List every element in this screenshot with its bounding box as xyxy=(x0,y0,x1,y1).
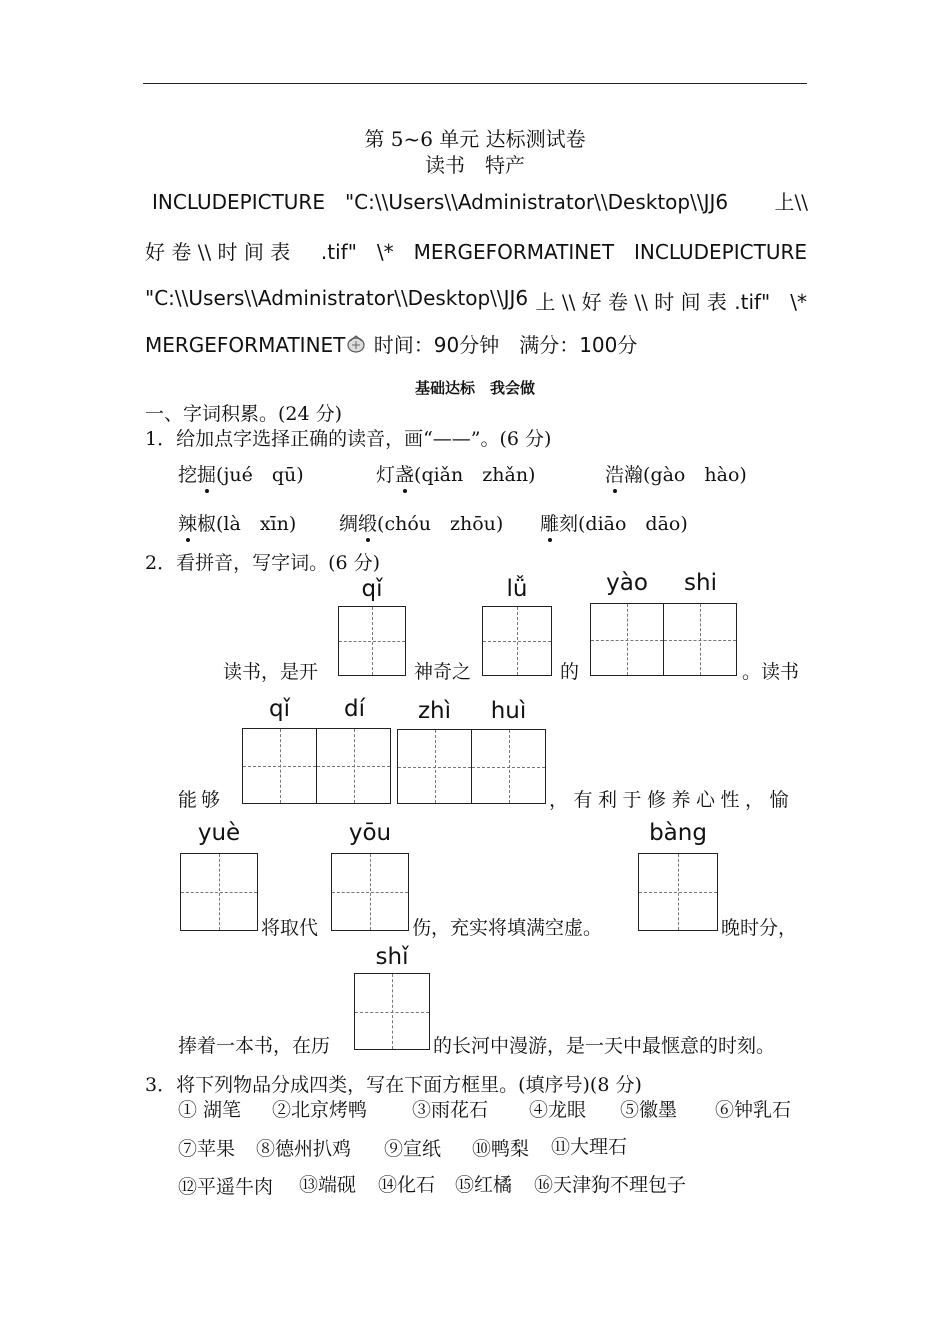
q2-text-3: 的 xyxy=(560,661,580,683)
fieldcode-line-3: "C:\\Users\\Administrator\\Desktop\\JJ6 上 \\ 好 卷 \\ 时 间 表 .tif" \* xyxy=(145,286,807,314)
write-box[interactable] xyxy=(482,606,552,676)
q3-item: ⑦苹果 xyxy=(178,1138,236,1160)
page-subtitle: 读书 特产 xyxy=(425,153,525,177)
pinyin-di: dí xyxy=(344,696,365,722)
q2-text-9: 晚时分， xyxy=(721,917,798,939)
pinyin-qi: qǐ xyxy=(361,576,383,602)
q3-item: ⑩鸭梨 xyxy=(472,1138,530,1160)
write-box[interactable] xyxy=(338,606,406,676)
q2-text-10: 捧着一本书，在历 xyxy=(178,1035,331,1057)
write-box[interactable] xyxy=(180,853,258,931)
q2-text-1: 读书，是开 xyxy=(223,661,319,683)
fieldcode-line-2: 好 卷 \\ 时 间 表 .tif" \* MERGEFORMATINET INCLUDEPICTURE xyxy=(145,240,807,264)
q1-item-1: 挖掘(jué qū) xyxy=(178,460,304,487)
q3-item: ⑧德州扒鸡 xyxy=(256,1138,352,1160)
q3-item: ⑥钟乳石 xyxy=(715,1099,792,1121)
clock-picture-icon xyxy=(345,333,367,355)
q1-item-4: 辣椒(là xīn) xyxy=(178,509,296,536)
q3-item: ⑭化石 xyxy=(378,1174,436,1196)
q3-stem: 3．将下列物品分成四类，写在下面方框里。(填序号)(8 分) xyxy=(145,1074,642,1096)
q1-item-6: 雕刻(diāo dāo) xyxy=(540,509,688,536)
q2-text-2: 神奇之 xyxy=(414,661,472,683)
write-box[interactable] xyxy=(638,853,718,931)
q2-text-5: 能够 xyxy=(178,789,225,811)
q2-text-6: ，有利于修养心性，愉 xyxy=(549,789,795,811)
write-box[interactable] xyxy=(316,728,391,804)
write-box[interactable] xyxy=(397,729,472,804)
q2-text-8: 伤，充实将填满空虚。 xyxy=(412,917,603,939)
pinyin-lu: lǚ xyxy=(506,576,528,602)
pinyin-zhi: zhì xyxy=(417,698,452,724)
write-box[interactable] xyxy=(663,603,737,676)
q3-item: ⑬端砚 xyxy=(299,1174,357,1196)
pinyin-qi2: qǐ xyxy=(269,696,290,722)
write-box[interactable] xyxy=(590,603,664,676)
q3-item: ⑫平遥牛肉 xyxy=(178,1176,274,1198)
q3-item: ① 湖笔 xyxy=(178,1099,242,1121)
fieldcode-line-1: INCLUDEPICTURE "C:\\Users\\Administrator\\Desktop\\JJ6 上\\ xyxy=(152,190,808,214)
q1-item-2: 灯盏(qiǎn zhǎn) xyxy=(376,460,535,487)
write-box[interactable] xyxy=(354,973,430,1050)
pinyin-you: yōu xyxy=(348,820,392,846)
q1-item-5: 绸缎(chóu zhōu) xyxy=(339,509,503,536)
q3-item: ④龙眼 xyxy=(529,1099,587,1121)
section-heading: 基础达标 我会做 xyxy=(414,379,535,397)
pinyin-shi: shi xyxy=(684,570,717,596)
q3-item: ⑤徽墨 xyxy=(620,1099,678,1121)
q3-item: ⑮红橘 xyxy=(455,1174,513,1196)
q3-item: ②北京烤鸭 xyxy=(272,1099,368,1121)
q2-text-4: 。读书 xyxy=(742,661,800,683)
pinyin-yue: yuè xyxy=(197,820,241,846)
part1-heading: 一、字词积累。(24 分) xyxy=(145,403,343,425)
fieldcode-line-4: MERGEFORMATINET 时间：90分钟 满分：100分 xyxy=(145,333,638,357)
q1-stem: 1．给加点字选择正确的读音，画“——”。(6 分) xyxy=(145,428,552,450)
write-box[interactable] xyxy=(471,729,546,804)
q3-item: ⑪大理石 xyxy=(551,1136,628,1158)
q2-text-11: 的长河中漫游，是一天中最惬意的时刻。 xyxy=(433,1035,776,1057)
pinyin-shi2: shǐ xyxy=(375,944,409,970)
q3-item: ⑯天津狗不理包子 xyxy=(534,1174,687,1196)
q1-item-3: 浩瀚(gào hào) xyxy=(605,460,747,487)
q2-text-7: 将取代 xyxy=(261,917,319,939)
write-box[interactable] xyxy=(331,853,409,931)
q3-item: ③雨花石 xyxy=(412,1099,489,1121)
q3-item: ⑨宣纸 xyxy=(384,1138,442,1160)
pinyin-yao: yào xyxy=(606,570,648,596)
page-title: 第 5~6 单元 达标测试卷 xyxy=(364,127,586,151)
q2-stem: 2．看拼音，写字词。(6 分) xyxy=(145,552,381,574)
pinyin-bang: bàng xyxy=(649,820,707,846)
pinyin-hui: huì xyxy=(490,698,527,724)
write-box[interactable] xyxy=(242,728,317,804)
top-rule xyxy=(143,83,807,84)
